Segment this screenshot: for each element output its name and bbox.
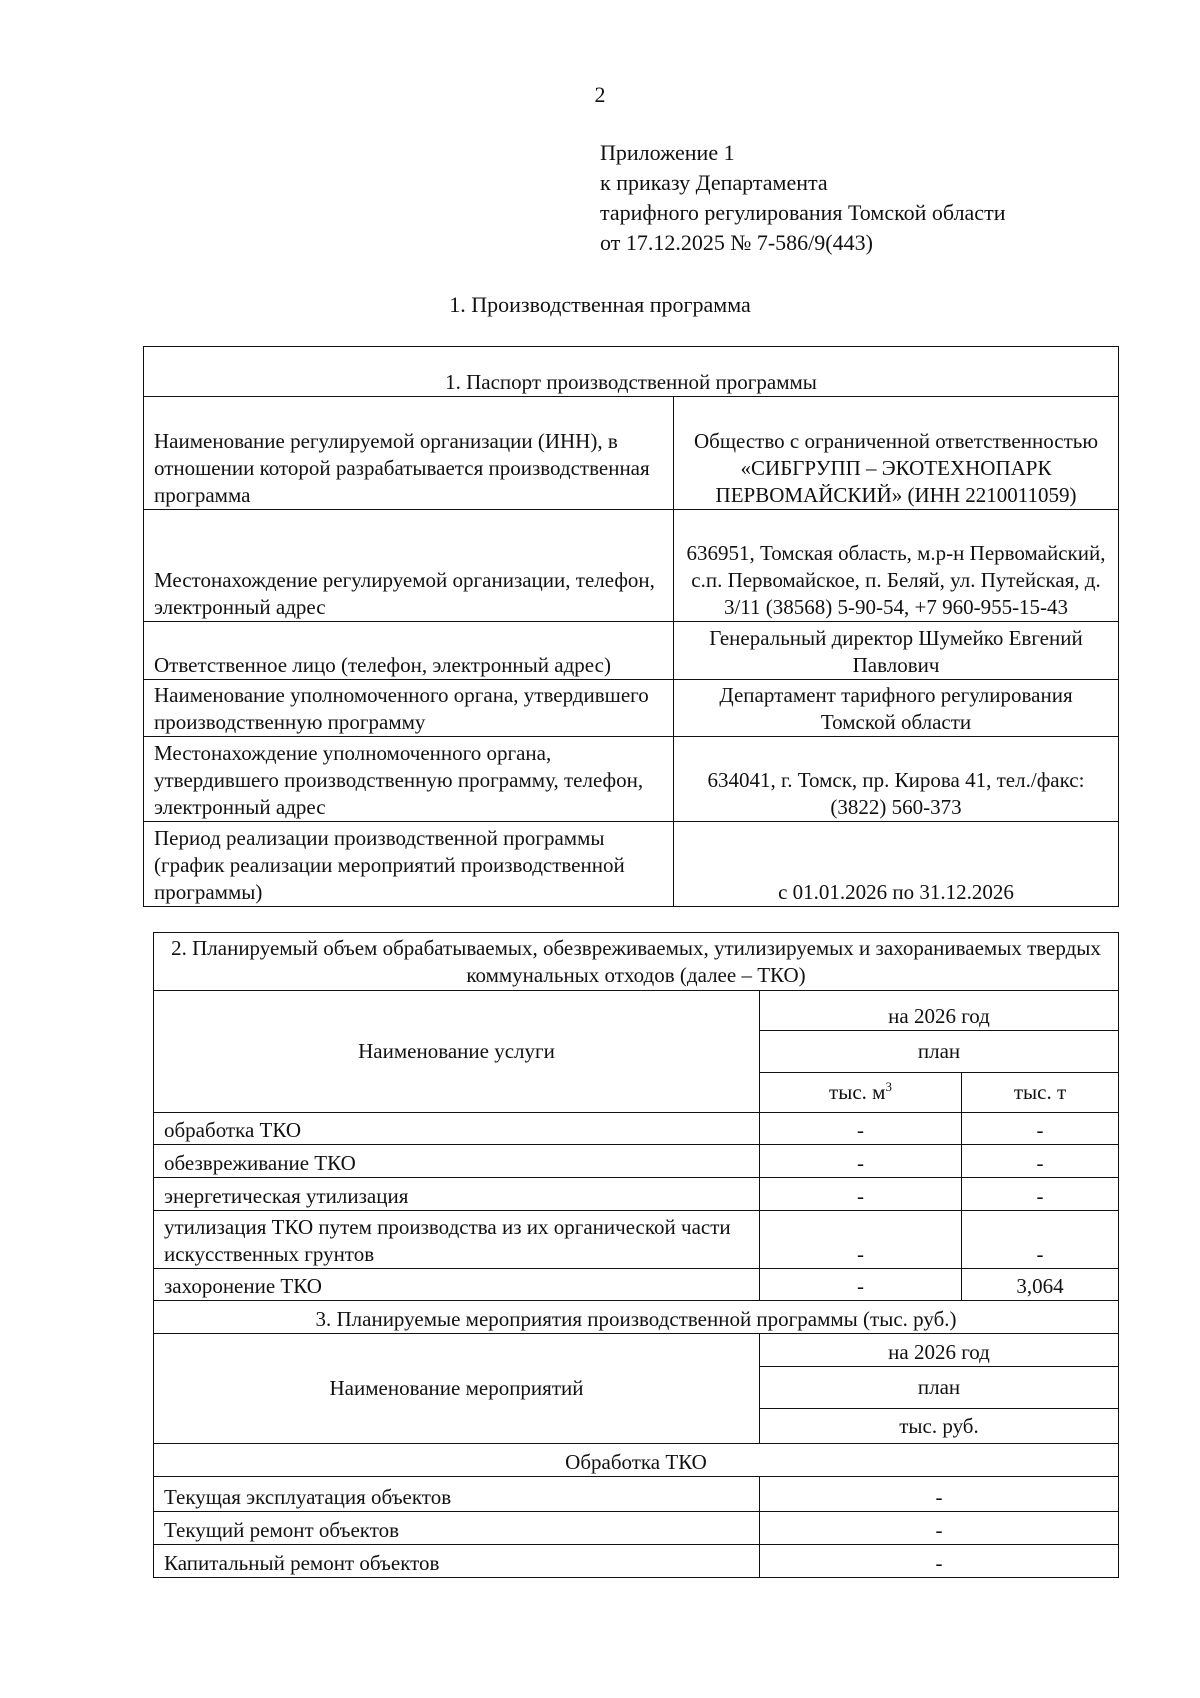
section-title: 1. Производственная программа (449, 292, 751, 317)
unit-t-header: тыс. т (962, 1073, 1119, 1113)
passport-row (144, 680, 1119, 737)
year-header: на 2026 год (760, 1334, 1119, 1367)
measure-value: - (760, 1512, 1119, 1545)
passport-label: Ответственное лицо (телефон, электронный адрес) (144, 622, 674, 680)
service-name: обработка ТКО (154, 1113, 760, 1145)
passport-row (144, 622, 1119, 680)
volume-t: 3,064 (962, 1269, 1119, 1301)
measures-group: Обработка ТКО (154, 1444, 1119, 1477)
volume-m3: - (760, 1178, 962, 1211)
volume-title: 2. Планируемый объем обрабатываемых, обезвреживаемых, утилизируемых и захораниваемых твердых коммунальных отходов (далее – ТКО) (154, 933, 1119, 991)
measures-header-row (154, 1334, 1119, 1367)
passport-value: с 01.01.2026 по 31.12.2026 (674, 822, 1119, 907)
appendix-line: от 17.12.2025 № 7-586/9(443) (600, 230, 873, 255)
passport-value: Общество с ограниченной ответственностью «СИБГРУПП – ЭКОТЕХНОПАРК ПЕРВОМАЙСКИЙ» (ИНН 2210011059) (674, 397, 1119, 510)
unit-m3-header (760, 1073, 962, 1113)
volume-row (154, 1211, 1119, 1269)
measures-row (154, 1512, 1119, 1545)
passport-row (144, 822, 1119, 907)
volume-table (153, 932, 1119, 1578)
page-number: 2 (594, 82, 606, 107)
volume-row (154, 1269, 1119, 1301)
unit-m3-power: 3 (885, 1079, 892, 1094)
volume-row (154, 1145, 1119, 1178)
passport-title: 1. Паспорт производственной программы (144, 347, 1119, 397)
measure-name: Текущая эксплуатация объектов (154, 1477, 760, 1512)
passport-table (143, 346, 1119, 907)
passport-value: 634041, г. Томск, пр. Кирова 41, тел./факс: (3822) 560-373 (674, 737, 1119, 822)
volume-m3: - (760, 1145, 962, 1178)
measure-value: - (760, 1545, 1119, 1578)
appendix-line: к приказу Департамента (600, 170, 828, 195)
appendix-line: тарифного регулирования Томской области (600, 200, 1006, 225)
volume-header-row (154, 991, 1119, 1031)
passport-label: Наименование регулируемой организации (ИНН), в отношении которой разрабатывается производственная программа (144, 397, 674, 510)
volume-t: - (962, 1211, 1119, 1269)
passport-label: Период реализации производственной программы (график реализации мероприятий производственной программы) (144, 822, 674, 907)
service-column-header: Наименование услуги (154, 991, 760, 1113)
appendix-line: Приложение 1 (600, 140, 735, 165)
measures-title: 3. Планируемые мероприятия производственной программы (тыс. руб.) (154, 1301, 1119, 1334)
passport-value: Департамент тарифного регулирования Томской области (674, 680, 1119, 737)
passport-title-row (144, 347, 1119, 397)
service-name: обезвреживание ТКО (154, 1145, 760, 1178)
volume-m3: - (760, 1269, 962, 1301)
volume-row (154, 1178, 1119, 1211)
passport-label: Наименование уполномоченного органа, утвердившего производственную программу (144, 680, 674, 737)
measure-name: Текущий ремонт объектов (154, 1512, 760, 1545)
service-name: захоронение ТКО (154, 1269, 760, 1301)
passport-row (144, 397, 1119, 510)
volume-t: - (962, 1145, 1119, 1178)
volume-t: - (962, 1178, 1119, 1211)
plan-header: план (760, 1367, 1119, 1409)
service-name: энергетическая утилизация (154, 1178, 760, 1211)
plan-header: план (760, 1031, 1119, 1073)
appendix-block (600, 138, 1005, 258)
measures-title-row (154, 1301, 1119, 1334)
unit-m3-text: тыс. м (829, 1080, 886, 1104)
volume-row (154, 1113, 1119, 1145)
measures-group-row (154, 1444, 1119, 1477)
service-name: утилизация ТКО путем производства из их органической части искусственных грунтов (154, 1211, 760, 1269)
passport-value: 636951, Томская область, м.р-н Первомайский, с.п. Первомайское, п. Беляй, ул. Путейская, д. 3/11 (38568) 5-90-54, +7 960-955-15-43 (674, 510, 1119, 622)
unit-header: тыс. руб. (760, 1409, 1119, 1444)
measures-row (154, 1477, 1119, 1512)
measure-name: Капитальный ремонт объектов (154, 1545, 760, 1578)
passport-label: Местонахождение уполномоченного органа, утвердившего производственную программу, телефон, электронный адрес (144, 737, 674, 822)
passport-value: Генеральный директор Шумейко Евгений Павлович (674, 622, 1119, 680)
year-header: на 2026 год (760, 991, 1119, 1031)
volume-t: - (962, 1113, 1119, 1145)
measures-column-header: Наименование мероприятий (154, 1334, 760, 1444)
passport-row (144, 510, 1119, 622)
measure-value: - (760, 1477, 1119, 1512)
volume-m3: - (760, 1113, 962, 1145)
measures-row (154, 1545, 1119, 1578)
volume-m3: - (760, 1211, 962, 1269)
volume-title-row (154, 933, 1119, 991)
passport-row (144, 737, 1119, 822)
passport-label: Местонахождение регулируемой организации, телефон, электронный адрес (144, 510, 674, 622)
